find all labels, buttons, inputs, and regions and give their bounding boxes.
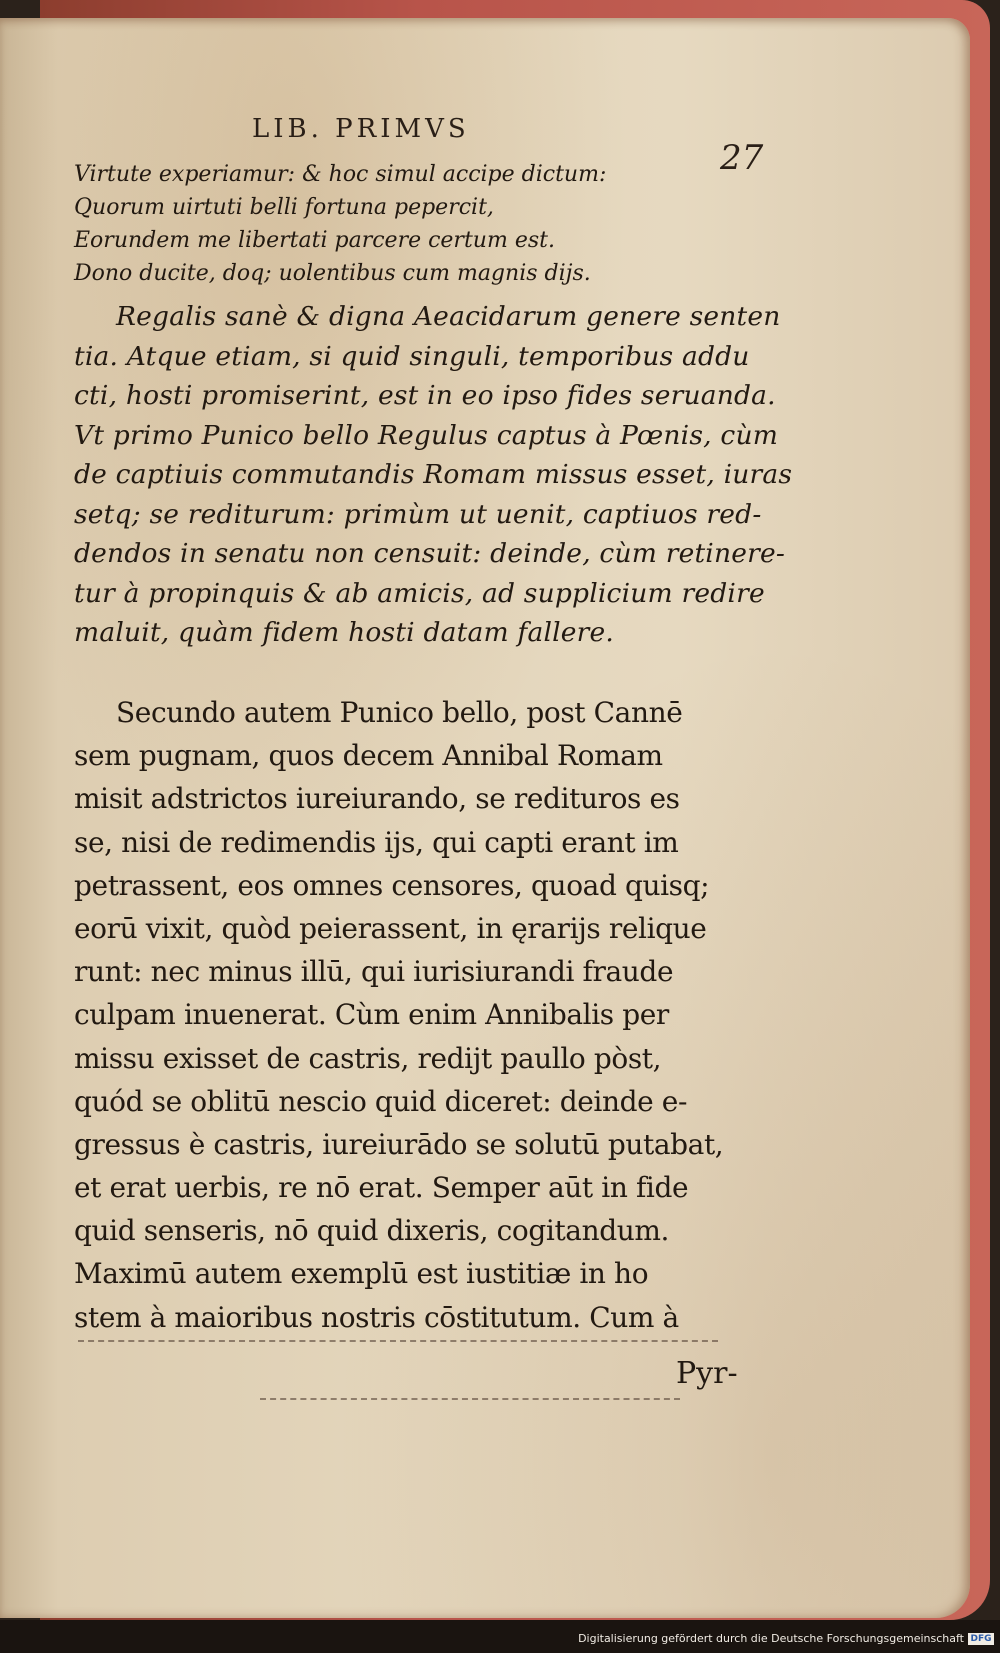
italic-paragraph [74, 297, 793, 653]
footer-bar [0, 1620, 1000, 1653]
text-line: tia. Atque etiam, si quid singuli, temporibus addu [74, 340, 750, 372]
text-line: et erat uerbis, re nō erat. Semper aūt in fide [74, 1171, 689, 1205]
text-line: se, nisi de redimendis ijs, qui capti erant im [74, 825, 679, 859]
text-line: Regalis sanè & digna Aeacidarum genere senten [116, 301, 781, 332]
text-line: Secundo autem Punico bello, post Cannē [116, 696, 683, 729]
page-number: 27 [720, 138, 764, 178]
catchword: Pyr- [676, 1356, 738, 1391]
text-line: de captiuis commutandis Romam missus esset, iuras [74, 459, 793, 490]
dfg-credit: Digitalisierung gefördert durch die Deutsche Forschungsgemeinschaft [578, 1632, 964, 1645]
text-line: runt: nec minus illū, qui iurisiurandi fraude [74, 955, 674, 989]
text-line: tur à propinquis & ab amicis, ad supplicium redire [74, 577, 765, 609]
verse-line: Virtute experiamur: & hoc simul accipe dictum: [74, 162, 607, 187]
text-line: Maximū autem exemplū est iustitiæ in ho [74, 1257, 649, 1291]
text-line: gressus è castris, iureiurādo se solutū putabat, [74, 1127, 724, 1161]
text-line: misit adstrictos iureiurando, se redituros es [74, 782, 680, 816]
text-line: maluit, quàm fidem hosti datam fallere. [74, 617, 615, 648]
text-line: petrassent, eos omnes censores, quoad quisq; [74, 868, 710, 902]
text-line: dendos in senatu non censuit: deinde, cùm retinere- [74, 538, 786, 569]
text-line: stem à maioribus nostris cōstitutum. Cum à [74, 1300, 679, 1334]
underline-rule [78, 1340, 718, 1342]
verse-line: Quorum uirtuti belli fortuna pepercit, [74, 195, 494, 220]
text-line: sem pugnam, quos decem Annibal Romam [74, 739, 663, 773]
underline-rule [260, 1398, 680, 1400]
text-line: eorū vixit, quòd peierassent, in ęrarijs relique [74, 911, 707, 945]
page [0, 18, 970, 1618]
text-line: cti, hosti promiserint, est in eo ipso fides seruanda. [74, 380, 776, 411]
text-line: missu exisset de castris, redijt paullo pòst, [74, 1041, 662, 1075]
verse-line: Dono ducite, doq; uolentibus cum magnis dijs. [74, 261, 591, 286]
roman-paragraph [74, 691, 754, 1339]
text-line: setq; se rediturum: primùm ut uenit, captiuos red- [74, 498, 762, 530]
verse-block [74, 158, 754, 290]
dfg-logo-icon: DFG [968, 1633, 994, 1645]
text-line: culpam inuenerat. Cùm enim Annibalis per [74, 998, 669, 1032]
verse-line: Eorundem me libertati parcere certum est. [74, 228, 555, 253]
text-line: quid senseris, nō quid dixeris, cogitandum. [74, 1214, 670, 1248]
text-line: Vt primo Punico bello Regulus captus à Pœnis, cùm [74, 419, 779, 451]
text-line: quód se oblitū nescio quid diceret: deinde e- [74, 1084, 688, 1118]
running-title: LIB. PRIMVS [252, 114, 470, 144]
